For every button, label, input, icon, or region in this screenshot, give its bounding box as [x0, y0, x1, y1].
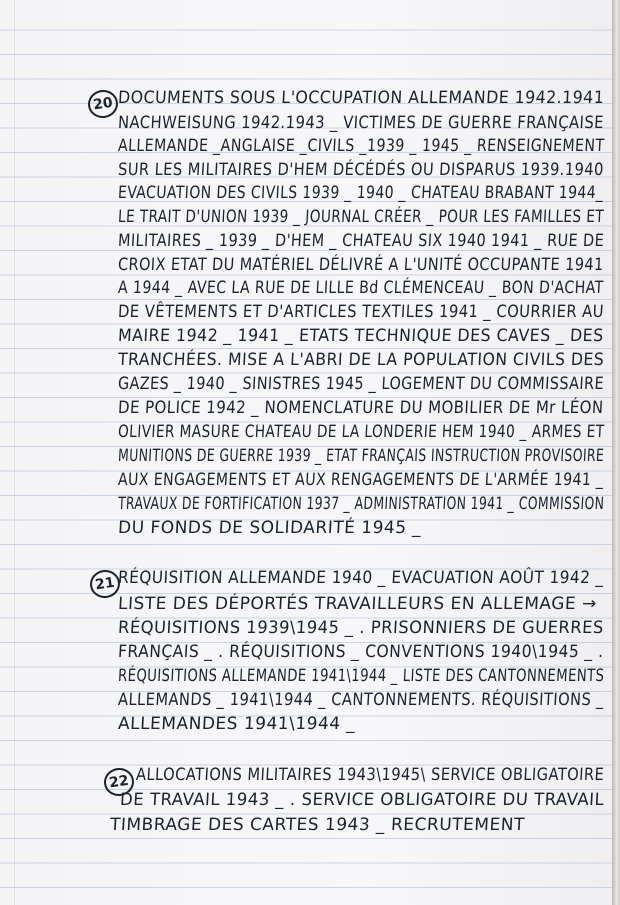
entry-line: DE POLICE 1942 _ NOMENCLATURE DU MOBILIER DE Mr LÉON	[117, 398, 605, 418]
entry-line: SUR LES MILITAIRES D'HEM DÉCÉDÉS OU DISPARUS 1939.1940	[117, 160, 605, 180]
entry-line: GAZES _ 1940 _ SINISTRES 1945 _ LOGEMENT DU COMMISSAIRE	[117, 374, 605, 394]
entry-line: DOCUMENTS SOUS L'OCCUPATION ALLEMANDE 1942.1941	[117, 88, 605, 108]
entry-line: EVACUATION DES CIVILS 1939 _ 1940 _ CHATEAU BRABANT 1944_	[117, 183, 604, 203]
entry-line: FRANÇAIS _ . RÉQUISITIONS _ CONVENTIONS 1940\1945 _ .	[117, 642, 605, 662]
entry-line: TIMBRAGE DES CARTES 1943 _ RECRUTEMENT	[109, 815, 526, 835]
entry-line: RÉQUISITION ALLEMANDE 1940 _ EVACUATION AOÛT 1942 _	[117, 568, 605, 588]
page-margin	[14, 0, 15, 905]
entry-line: A 1944 _ AVEC LA RUE DE LILLE Bd CLÉMENCEAU _ BON D'ACHAT	[117, 278, 605, 298]
entry-line: ALLEMANDE _ANGLAISE _CIVILS _1939 _ 1945 _ RENSEIGNEMENT	[117, 136, 605, 156]
entry-line: TRAVAUX DE FORTIFICATION 1937 _ ADMINISTRATION 1941 _ COMMISSION	[117, 494, 605, 514]
entry-line: LE TRAIT D'UNION 1939 _ JOURNAL CRÉER _ POUR LES FAMILLES ET	[117, 207, 605, 227]
page-edge	[612, 0, 620, 905]
entry-line: AUX ENGAGEMENTS ET AUX RENGAGEMENTS DE L'ARMÉE 1941 _	[117, 470, 605, 490]
entry-line: ALLEMANDS _ 1941\1944 _ CANTONNEMENTS. RÉQUISITIONS _	[117, 690, 605, 710]
entry-line: LISTE DES DÉPORTÉS TRAVAILLEURS EN ALLEMAGE →	[117, 594, 598, 614]
entry-line: DU FONDS DE SOLIDARITÉ 1945 _	[117, 518, 422, 538]
entry-line: RÉQUISITIONS 1939\1945 _ . PRISONNIERS DE GUERRES	[117, 618, 605, 638]
entry-line: DE TRAVAIL 1943 _ . SERVICE OBLIGATOIRE DU TRAVAIL	[119, 790, 605, 810]
entry-line: DE VÊTEMENTS ET D'ARTICLES TEXTILES 1941 _ COURRIER AU	[117, 302, 605, 322]
entry-line: MILITAIRES _ 1939 _ D'HEM _ CHATEAU SIX 1940 1941 _ RUE DE	[117, 231, 605, 251]
entry-number: 20	[86, 88, 120, 120]
entry-line: ALLEMANDES 1941\1944 _	[117, 714, 357, 734]
entry-line: NACHWEISUNG 1942.1943 _ VICTIMES DE GUERRE FRANÇAISE	[117, 113, 605, 133]
entry-number: 21	[88, 568, 122, 600]
entry-line: TRANCHÉES. MISE A L'ABRI DE LA POPULATION CIVILS DES	[117, 350, 605, 370]
entry-line: ALLOCATIONS MILITAIRES 1943\1945\ SERVICE OBLIGATOIRE	[135, 765, 605, 785]
entry-line: CROIX ETAT DU MATÉRIEL DÉLIVRÉ A L'UNITÉ OCCUPANTE 1941	[117, 255, 605, 275]
entry-line: MUNITIONS DE GUERRE 1939 _ ETAT FRANÇAIS INSTRUCTION PROVISOIRE	[117, 446, 605, 466]
entry-line: MAIRE 1942 _ 1941 _ ETATS TECHNIQUE DES CAVES _ DES	[117, 326, 605, 346]
entry-line: RÉQUISITIONS ALLEMANDE 1941\1944 _ LISTE DES CANTONNEMENTS	[117, 666, 605, 686]
entry-line: OLIVIER MASURE CHATEAU DE LA LONDERIE HEM 1940 _ ARMES ET	[117, 422, 605, 442]
entry-number: 22	[102, 766, 136, 798]
